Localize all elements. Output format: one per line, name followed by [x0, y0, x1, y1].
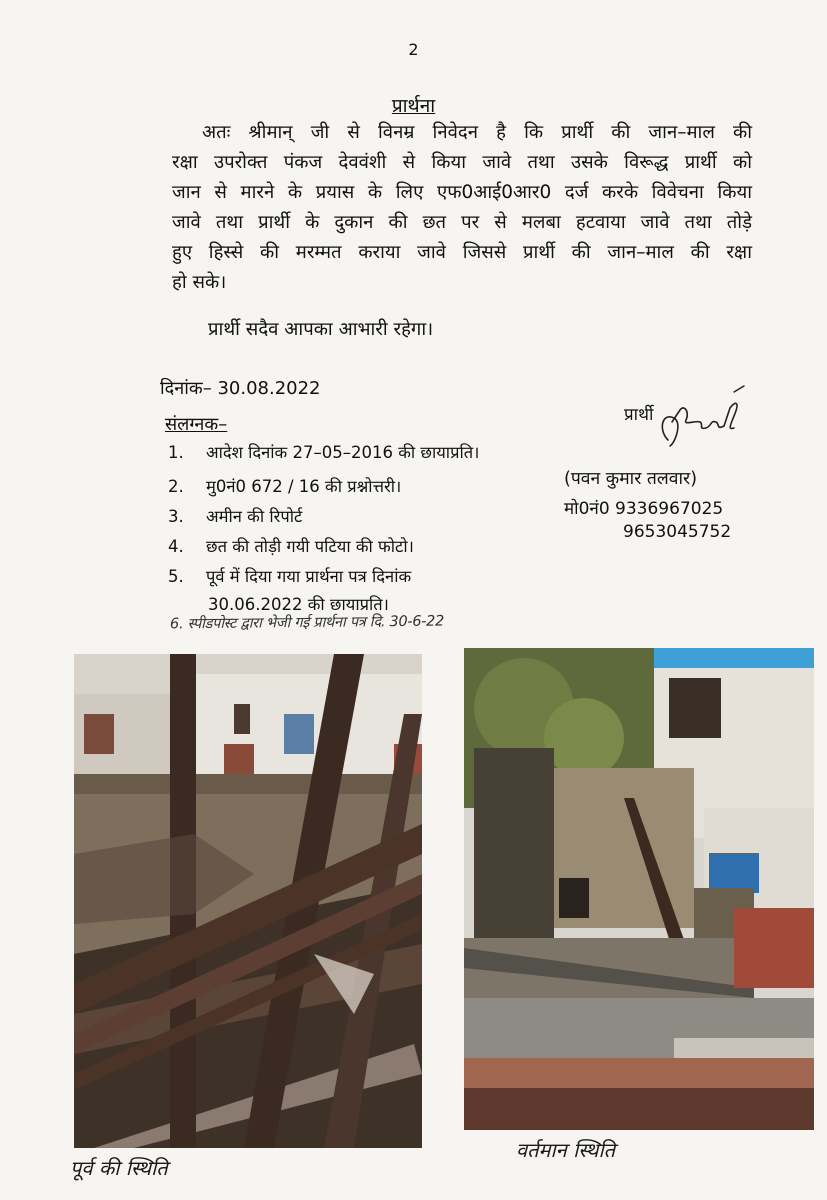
- mobile-label: मो0नं0: [564, 499, 610, 519]
- mobile-number-2: 9653045752: [623, 522, 732, 542]
- attachments-title: संलग्नक–: [165, 414, 228, 435]
- item-number: 3.: [168, 507, 184, 526]
- list-item: [168, 504, 302, 527]
- item-number: 5.: [168, 567, 184, 586]
- list-item: [168, 534, 414, 557]
- request-paragraph: [172, 118, 752, 298]
- item-number: 2.: [168, 477, 184, 496]
- paragraph-line: अतः श्रीमान् जी से विनम्र निवेदन है कि प्रार्थी की जान–माल की: [202, 122, 752, 143]
- damaged-building-photo: [464, 648, 814, 1130]
- item-text: छत की तोड़ी गयी पटिया की फोटो।: [206, 537, 414, 556]
- item-text: पूर्व में दिया गया प्रार्थना पत्र दिनांक: [206, 567, 412, 586]
- paragraph-line: जावे तथा प्रार्थी के दुकान की छत पर से मलबा हटवाया जावे तथा तोड़े: [172, 212, 752, 233]
- item-text: अमीन की रिपोर्ट: [206, 507, 303, 526]
- handwritten-note: 6. स्पीडपोस्ट द्वारा भेजी गई प्रार्थना पत्र दि. 30-6-22: [169, 613, 445, 633]
- item-text: मु0नं0 672 / 16 की प्रश्नोत्तरी।: [206, 477, 402, 496]
- applicant-name: (पवन कुमार तलवार): [564, 469, 698, 489]
- list-item: [168, 564, 411, 587]
- applicant-mobile: [564, 496, 723, 519]
- caption-previous-condition: पूर्व की स्थिति: [70, 1156, 168, 1180]
- item-number: 1.: [168, 443, 184, 462]
- photo-previous-condition: [74, 654, 422, 1148]
- signature-scribble: [650, 382, 746, 452]
- item-text: आदेश दिनांक 27–05–2016 की छायाप्रति।: [206, 443, 480, 462]
- paragraph-line: हो सके।: [172, 272, 227, 293]
- list-item: [168, 440, 479, 463]
- page-heading: प्रार्थना: [391, 95, 436, 117]
- photo-current-condition: [464, 648, 814, 1130]
- date-line: [160, 376, 321, 400]
- date-label: दिनांक–: [160, 378, 212, 399]
- page-number: 2: [408, 40, 419, 59]
- caption-current-condition: वर्तमान स्थिति: [516, 1138, 616, 1162]
- item-continuation: 30.06.2022 की छायाप्रति।: [208, 595, 389, 614]
- list-item: [168, 474, 401, 497]
- paragraph-line: जान से मारने के प्रयास के लिए एफ0आई0आर0 दर्ज करके विवेचना किया: [172, 182, 752, 203]
- paragraph-line: रक्षा उपरोक्त पंकज देववंशी से किया जावे तथा उसके विरूद्ध प्रार्थी को: [172, 152, 752, 173]
- paragraph-line: हुए हिस्से की मरम्मत कराया जावे जिससे प्रार्थी की जान–माल की रक्षा: [172, 242, 752, 263]
- signature-mark: [650, 382, 746, 456]
- collapsed-roof-photo: [74, 654, 422, 1148]
- date-value: 30.08.2022: [217, 378, 321, 399]
- applicant-label: प्रार्थी: [624, 405, 654, 425]
- closing-line: प्रार्थी सदैव आपका आभारी रहेगा।: [208, 319, 434, 340]
- mobile-number-1: 9336967025: [615, 499, 724, 519]
- item-number: 4.: [168, 537, 184, 556]
